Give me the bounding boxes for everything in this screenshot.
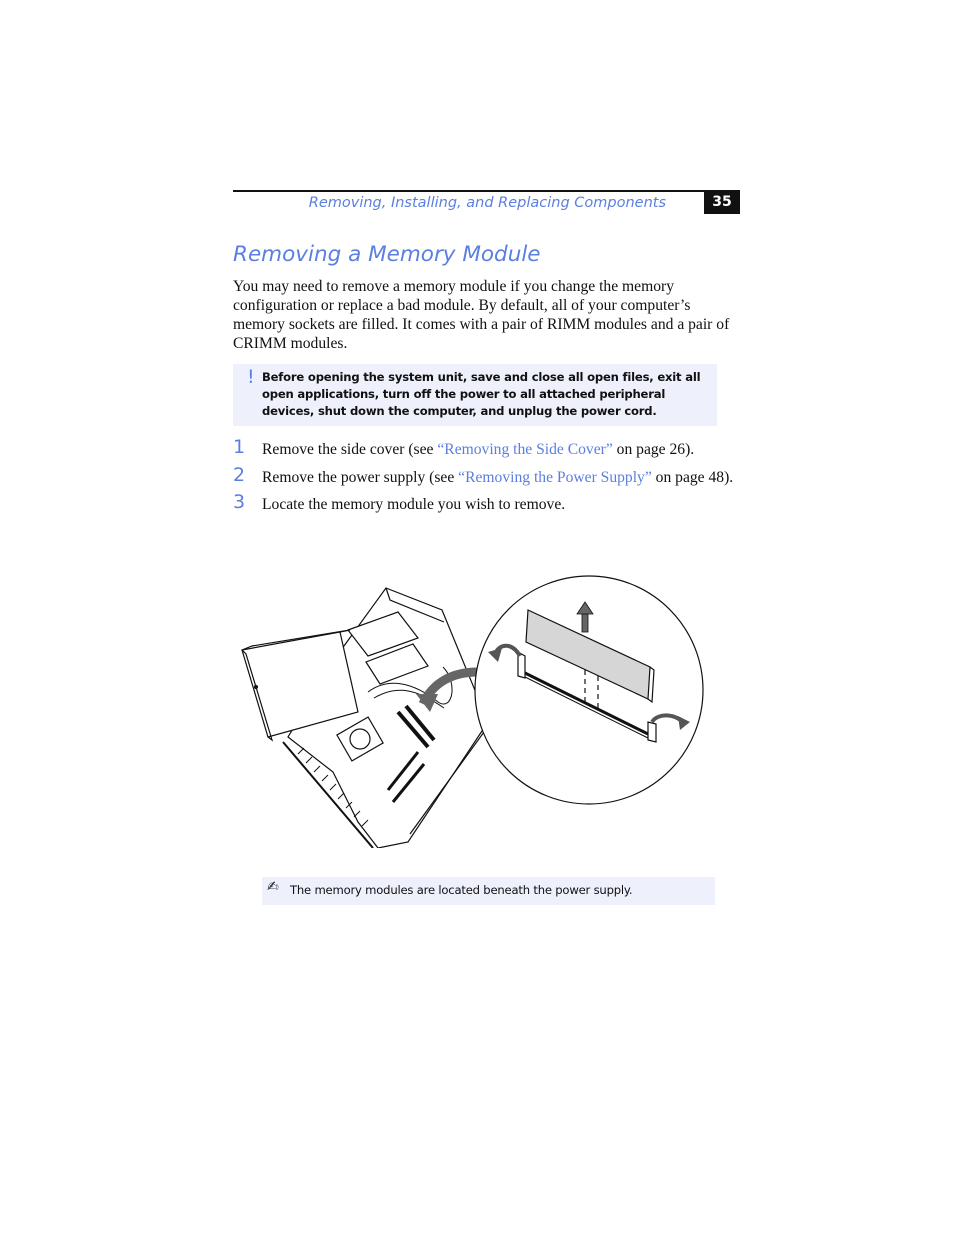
step-text: Locate the memory module you wish to remove. [262,496,566,513]
step-2 [233,464,743,487]
running-title: Removing, Installing, and Replacing Components [308,195,666,211]
caution-text: Before opening the system unit, save and close all open files, exit all open applications, turn off the power to all attached peripheral devices, shut down the computer, and unplug the power cord. [262,370,701,418]
memory-module-illustration [238,572,708,848]
step-1 [233,436,743,459]
link-removing-power-supply[interactable]: “Removing the Power Supply” [458,469,652,486]
header-rule [233,190,740,192]
step-list [233,436,743,514]
caution-icon: ! [247,366,255,388]
link-removing-side-cover[interactable]: “Removing the Side Cover” [437,441,613,458]
caution-box [233,364,717,426]
step-3 [233,491,743,514]
page-number: 35 [704,191,740,214]
section-heading: Removing a Memory Module [233,242,541,267]
step-text-after: on page 48). [651,469,734,486]
step-number: 3 [233,491,246,513]
step-number: 1 [233,436,246,458]
pencil-note-icon: ✍ [267,879,279,895]
step-text: Remove the side cover (see [262,441,438,458]
note-box [262,877,715,905]
step-text-after: on page 26). [612,441,695,458]
intro-paragraph: You may need to remove a memory module if you change the memory configuration or replace a bad module. By default, all of your computer’s memory sockets are filled. It comes with a pair of RIMM modules and a pair of CRIMM modules. [233,278,730,352]
step-number: 2 [233,464,246,486]
step-text: Remove the power supply (see [262,469,459,486]
note-text: The memory modules are located beneath the power supply. [290,883,633,897]
